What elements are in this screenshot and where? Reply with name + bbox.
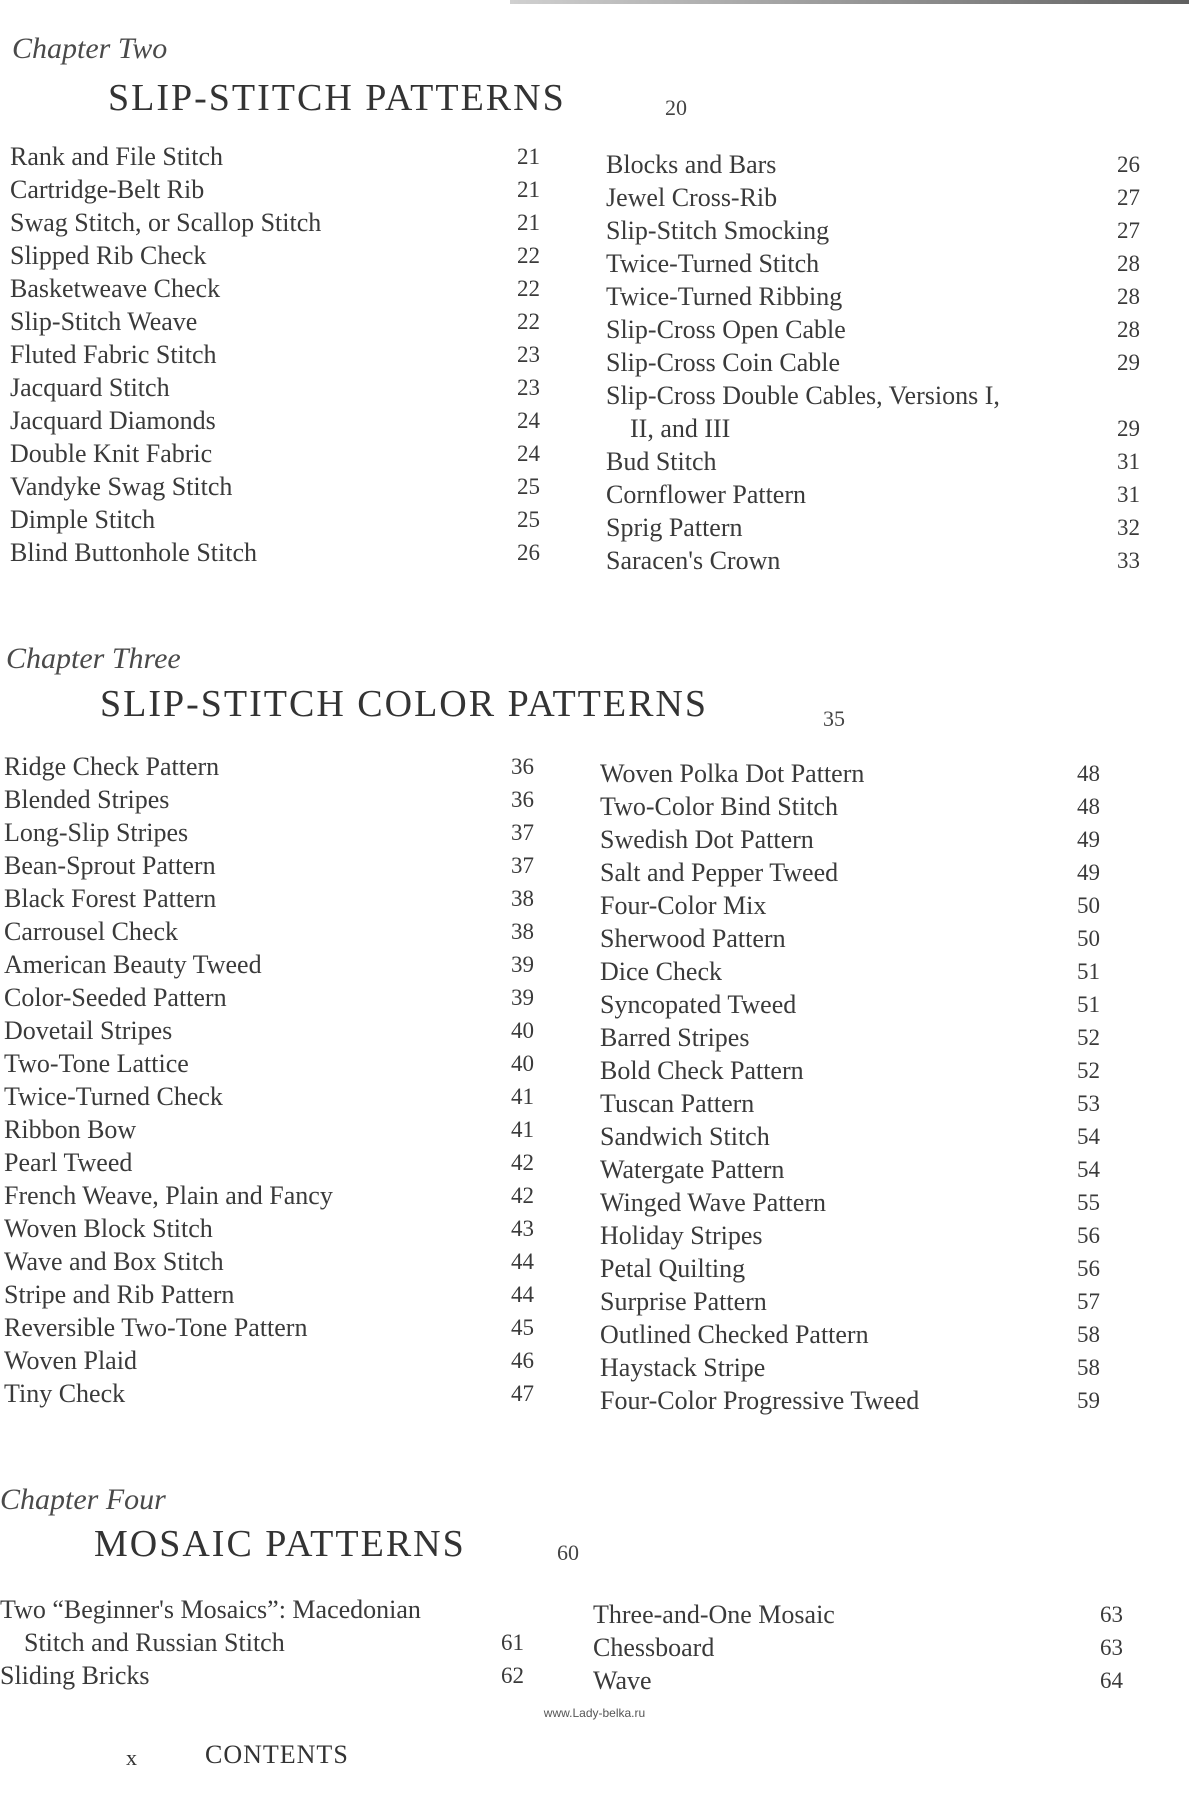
toc-entry-page: 48 [1077,761,1100,786]
toc-entry-page: 31 [1117,449,1140,474]
toc-entry-page: 28 [1117,317,1140,342]
toc-entry-title: Syncopated Tweed [600,990,797,1019]
toc-entry-title: Dice Check [600,957,723,986]
toc-entry-title: Cornflower Pattern [606,480,807,509]
toc-entry-page: 54 [1077,1124,1100,1149]
toc-entry-title: Stripe and Rib Pattern [4,1280,235,1309]
toc-entry-page: 43 [511,1216,534,1241]
toc-entry-title: Watergate Pattern [600,1155,785,1184]
toc-entry-page: 55 [1077,1190,1100,1215]
toc-entry [600,1219,1100,1252]
toc-entry [4,981,534,1014]
toc-entry [4,1014,534,1047]
toc-entry-page: 48 [1077,794,1100,819]
toc-entry-title: Twice-Turned Check [4,1082,223,1111]
toc-entry-page: 27 [1117,185,1140,210]
toc-entry [600,1318,1100,1351]
toc-entry-title: Bold Check Pattern [600,1056,804,1085]
toc-entry [606,544,1140,577]
toc-entry [0,1659,524,1692]
chapter-two-right-column [606,148,1140,577]
chapter-four-label: Chapter Four [0,1483,166,1516]
toc-entry [606,247,1140,280]
toc-entry [4,783,534,816]
toc-entry-title: American Beauty Tweed [4,950,262,979]
toc-entry-page: 33 [1117,548,1140,573]
toc-entry [606,478,1140,511]
toc-entry-title: Slip-Cross Double Cables, Versions I, [606,381,1000,410]
chapter-two-page: 20 [665,95,687,120]
toc-entry [10,503,540,536]
toc-entry-page: 28 [1117,251,1140,276]
toc-entry-page: 53 [1077,1091,1100,1116]
toc-entry-title: Swag Stitch, or Scallop Stitch [10,208,322,237]
toc-entry-page: 58 [1077,1355,1100,1380]
toc-entry-title: Jewel Cross-Rib [606,183,778,212]
toc-entry-title: Outlined Checked Pattern [600,1320,869,1349]
toc-entry-page: 62 [501,1663,524,1688]
toc-entry-page: 54 [1077,1157,1100,1182]
toc-entry-page: 56 [1077,1223,1100,1248]
toc-entry-page: 37 [511,853,534,878]
toc-entry [4,1377,534,1410]
toc-entry [4,1047,534,1080]
chapter-two-left-column [10,140,540,569]
footer-section-title: CONTENTS [205,1740,349,1769]
toc-entry-page: 61 [501,1630,524,1655]
toc-entry [593,1598,1123,1631]
toc-entry-page: 51 [1077,992,1100,1017]
toc-entry [606,445,1140,478]
toc-entry [4,1278,534,1311]
toc-entry-page: 24 [517,408,540,433]
chapter-three-title: SLIP-STITCH COLOR PATTERNS [100,683,709,725]
toc-entry-page: 40 [511,1018,534,1043]
toc-entry-page: 44 [511,1282,534,1307]
toc-entry-page: 63 [1100,1602,1123,1627]
toc-entry [4,1179,534,1212]
toc-entry-page: 26 [517,540,540,565]
toc-entry [606,181,1140,214]
toc-entry [593,1664,1123,1697]
toc-entry-title: Slip-Stitch Weave [10,307,198,336]
toc-entry-title: II, and III [630,414,731,443]
chapter-three-right-column [600,757,1100,1417]
toc-entry-title: Sliding Bricks [0,1661,150,1690]
toc-entry-page: 21 [517,144,540,169]
toc-entry-title: Two-Color Bind Stitch [600,792,838,821]
toc-entry-title: Wave [593,1666,652,1695]
toc-entry [606,412,1140,445]
toc-entry-title: Basketweave Check [10,274,221,303]
toc-entry-page: 29 [1117,350,1140,375]
toc-entry-title: Fluted Fabric Stitch [10,340,217,369]
toc-entry [4,1212,534,1245]
toc-entry-title: Petal Quilting [600,1254,746,1283]
chapter-four-left-column [0,1593,524,1692]
toc-entry-page: 28 [1117,284,1140,309]
toc-entry [10,338,540,371]
toc-entry-title: Slip-Stitch Smocking [606,216,830,245]
toc-entry-title: Bean-Sprout Pattern [4,851,216,880]
toc-entry [600,790,1100,823]
toc-entry-page: 50 [1077,926,1100,951]
toc-entry [606,511,1140,544]
toc-entry-page: 38 [511,886,534,911]
toc-entry [600,856,1100,889]
toc-entry-title: Four-Color Progressive Tweed [600,1386,920,1415]
toc-entry-title: Color-Seeded Pattern [4,983,227,1012]
toc-entry-page: 44 [511,1249,534,1274]
toc-entry [4,915,534,948]
toc-entry-page: 22 [517,243,540,268]
toc-entry-title: Blind Buttonhole Stitch [10,538,258,567]
toc-entry-title: Double Knit Fabric [10,439,213,468]
toc-entry-page: 42 [511,1183,534,1208]
toc-entry-page: 27 [1117,218,1140,243]
toc-entry-page: 38 [511,919,534,944]
chapter-four-page: 60 [557,1540,579,1565]
toc-entry-page: 24 [517,441,540,466]
toc-entry-title: Woven Block Stitch [4,1214,213,1243]
toc-entry-title: Long-Slip Stripes [4,818,189,847]
toc-entry [600,1384,1100,1417]
toc-entry-title: Sandwich Stitch [600,1122,770,1151]
toc-entry-title: Black Forest Pattern [4,884,217,913]
toc-entry-title: Cartridge-Belt Rib [10,175,205,204]
toc-entry-title: Winged Wave Pattern [600,1188,826,1217]
toc-entry-title: Dimple Stitch [10,505,156,534]
toc-entry [0,1593,524,1626]
toc-entry-title: Jacquard Diamonds [10,406,216,435]
toc-entry-page: 51 [1077,959,1100,984]
toc-entry-title: Blended Stripes [4,785,170,814]
toc-entry-page: 39 [511,952,534,977]
toc-entry [600,1120,1100,1153]
toc-entry-page: 45 [511,1315,534,1340]
toc-entry [4,750,534,783]
toc-entry-page: 42 [511,1150,534,1175]
toc-entry-title: Two “Beginner's Mosaics”: Macedonian [0,1595,421,1624]
toc-entry-page: 56 [1077,1256,1100,1281]
toc-entry-title: Rank and File Stitch [10,142,224,171]
toc-entry-title: Twice-Turned Stitch [606,249,820,278]
toc-entry [10,470,540,503]
toc-entry [600,922,1100,955]
toc-entry [10,140,540,173]
toc-entry [600,1153,1100,1186]
toc-entry-title: Salt and Pepper Tweed [600,858,839,887]
toc-entry-page: 57 [1077,1289,1100,1314]
toc-entry-page: 52 [1077,1058,1100,1083]
toc-entry-page: 21 [517,210,540,235]
toc-entry-title: Ribbon Bow [4,1115,137,1144]
toc-entry [600,1054,1100,1087]
toc-entry-page: 23 [517,375,540,400]
toc-entry [606,346,1140,379]
toc-entry [600,988,1100,1021]
toc-entry-title: Jacquard Stitch [10,373,170,402]
toc-entry [4,1113,534,1146]
toc-entry [600,1186,1100,1219]
toc-entry-title: Woven Plaid [4,1346,137,1375]
chapter-four-title: MOSAIC PATTERNS [94,1523,466,1565]
toc-entry [600,889,1100,922]
toc-entry [4,816,534,849]
toc-entry-title: Tuscan Pattern [600,1089,755,1118]
toc-entry-page: 36 [511,754,534,779]
toc-entry-page: 58 [1077,1322,1100,1347]
toc-entry-title: Barred Stripes [600,1023,750,1052]
toc-entry-title: Surprise Pattern [600,1287,767,1316]
toc-entry-title: Slip-Cross Open Cable [606,315,846,344]
toc-entry-title: Woven Polka Dot Pattern [600,759,865,788]
toc-entry-title: Vandyke Swag Stitch [10,472,233,501]
toc-entry-title: Swedish Dot Pattern [600,825,814,854]
toc-entry [0,1626,524,1659]
footer-folio: x [126,1745,137,1770]
toc-entry-title: Wave and Box Stitch [4,1247,224,1276]
toc-entry [4,849,534,882]
toc-entry [606,379,1140,412]
toc-entry-page: 21 [517,177,540,202]
toc-entry [600,823,1100,856]
toc-entry [593,1631,1123,1664]
toc-entry [10,536,540,569]
toc-entry-title: Bud Stitch [606,447,717,476]
toc-entry [10,272,540,305]
toc-entry-page: 46 [511,1348,534,1373]
toc-entry-page: 64 [1100,1668,1123,1693]
toc-entry [606,148,1140,181]
toc-entry-title: Holiday Stripes [600,1221,763,1250]
toc-entry-page: 40 [511,1051,534,1076]
toc-entry-page: 59 [1077,1388,1100,1413]
toc-entry [4,1146,534,1179]
toc-entry-page: 32 [1117,515,1140,540]
toc-entry-page: 41 [511,1117,534,1142]
toc-entry [600,757,1100,790]
toc-entry-title: Ridge Check Pattern [4,752,220,781]
toc-entry-page: 26 [1117,152,1140,177]
toc-entry-title: Saracen's Crown [606,546,781,575]
toc-entry [606,313,1140,346]
toc-entry [600,955,1100,988]
toc-entry [10,239,540,272]
chapter-two-title: SLIP-STITCH PATTERNS [108,77,566,119]
toc-entry-title: Sherwood Pattern [600,924,786,953]
toc-entry [600,1087,1100,1120]
toc-entry-page: 25 [517,474,540,499]
toc-entry [4,1245,534,1278]
toc-entry [600,1351,1100,1384]
toc-entry [10,305,540,338]
toc-entry-page: 52 [1077,1025,1100,1050]
toc-entry-page: 23 [517,342,540,367]
toc-entry-page: 31 [1117,482,1140,507]
toc-entry-title: Slipped Rib Check [10,241,207,270]
toc-entry-title: Twice-Turned Ribbing [606,282,843,311]
toc-entry-page: 36 [511,787,534,812]
toc-entry [4,882,534,915]
toc-entry-page: 47 [511,1381,534,1406]
chapter-three-page: 35 [823,706,845,731]
toc-entry-page: 49 [1077,860,1100,885]
toc-entry-title: Four-Color Mix [600,891,767,920]
toc-entry-title: Chessboard [593,1633,715,1662]
toc-entry [600,1285,1100,1318]
toc-entry-page: 50 [1077,893,1100,918]
toc-entry-page: 25 [517,507,540,532]
toc-entry-page: 22 [517,309,540,334]
toc-entry-title: Pearl Tweed [4,1148,133,1177]
toc-entry-page: 41 [511,1084,534,1109]
toc-entry-title: Tiny Check [4,1379,126,1408]
footer-url: www.Lady-belka.ru [543,1706,646,1720]
toc-entry-page: 22 [517,276,540,301]
toc-entry [600,1252,1100,1285]
toc-entry-title: Reversible Two-Tone Pattern [4,1313,308,1342]
toc-entry-title: Three-and-One Mosaic [593,1600,835,1629]
toc-entry [4,1311,534,1344]
toc-entry-title: Two-Tone Lattice [4,1049,189,1078]
toc-entry [10,404,540,437]
toc-entry [606,280,1140,313]
chapter-three-left-column [4,750,534,1410]
toc-entry [4,1080,534,1113]
toc-entry [10,173,540,206]
toc-entry-page: 29 [1117,416,1140,441]
toc-entry-page: 49 [1077,827,1100,852]
toc-entry [4,948,534,981]
top-edge-rule [510,0,1189,4]
toc-entry-page: 37 [511,820,534,845]
toc-entry [10,437,540,470]
toc-entry-title: Blocks and Bars [606,150,777,179]
toc-entry-page: 63 [1100,1635,1123,1660]
toc-entry-title: Sprig Pattern [606,513,743,542]
toc-entry-title: Dovetail Stripes [4,1016,173,1045]
toc-entry [10,371,540,404]
chapter-two-label: Chapter Two [12,32,168,65]
toc-entry-title: French Weave, Plain and Fancy [4,1181,333,1210]
toc-entry-title: Carrousel Check [4,917,179,946]
chapter-three-label: Chapter Three [6,642,181,675]
toc-entry-title: Slip-Cross Coin Cable [606,348,841,377]
toc-entry [606,214,1140,247]
chapter-four-right-column [593,1598,1123,1697]
toc-entry [4,1344,534,1377]
toc-entry [600,1021,1100,1054]
toc-entry-title: Haystack Stripe [600,1353,766,1382]
toc-entry-page: 39 [511,985,534,1010]
toc-entry [10,206,540,239]
toc-entry-title: Stitch and Russian Stitch [24,1628,285,1657]
